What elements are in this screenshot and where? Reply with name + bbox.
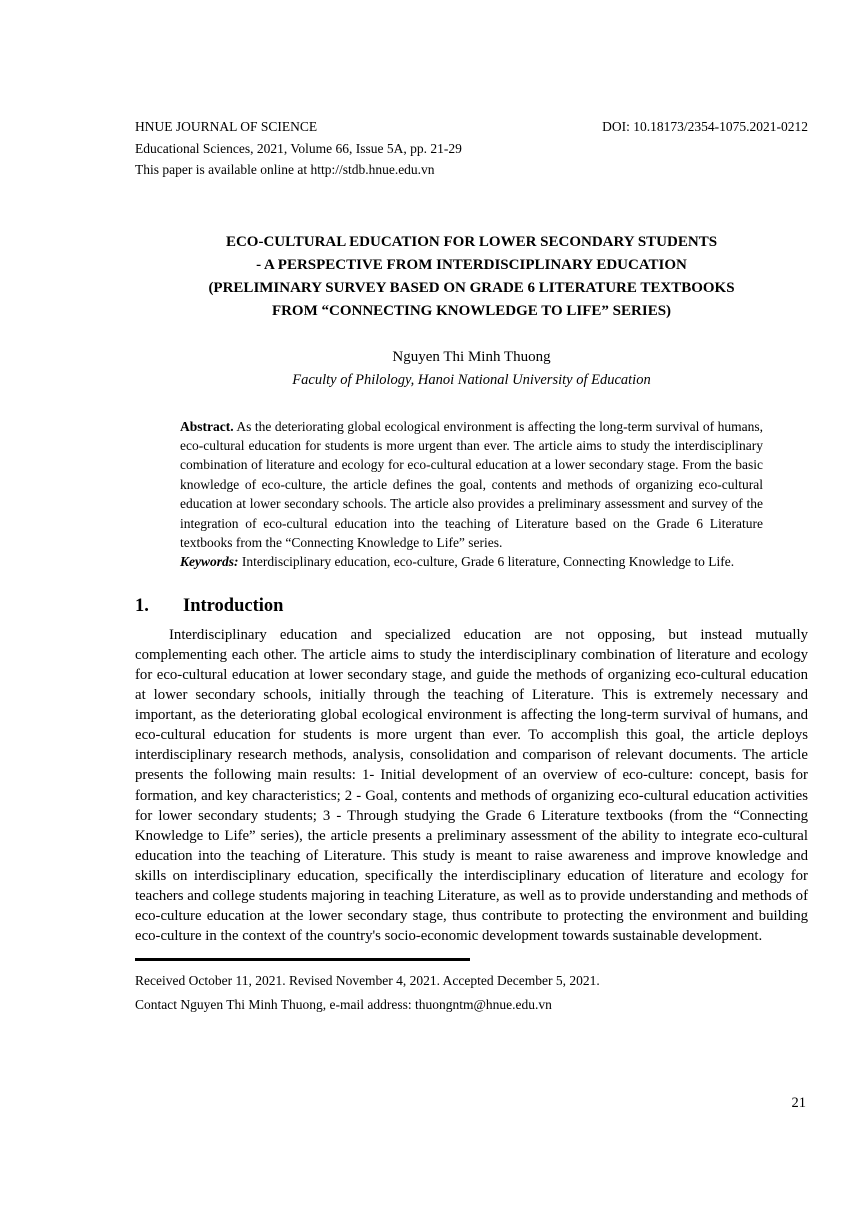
paper-title-line-3: (PRELIMINARY SURVEY BASED ON GRADE 6 LITERATURE TEXTBOOKS <box>208 279 735 296</box>
section-heading-introduction <box>135 596 808 617</box>
paper-title-line-4: FROM “CONNECTING KNOWLEDGE TO LIFE” SERIES) <box>271 302 672 319</box>
abstract-block <box>180 417 763 572</box>
page-number: 21 <box>791 1095 806 1111</box>
footnote-divider <box>135 958 470 961</box>
footnote-contact-line: Contact Nguyen Thi Minh Thuong, e-mail address: thuongntm@hnue.edu.vn <box>135 997 552 1013</box>
abstract-paragraph <box>180 417 763 553</box>
author-name: Nguyen Thi Minh Thuong <box>392 348 551 365</box>
section-number: 1. <box>135 595 149 616</box>
introduction-paragraph: Interdisciplinary education and specialized education are not opposing, but instead mutually complementing each other. The article aims to study the interdisciplinary combination of literature and ecology for eco-cultural education at lower secondary stage, and guide the methods of organizing eco-cultural education at lower secondary schools, initially through the teaching of Literature. This is extremely necessary and important, as the deteriorating global ecological environment is affecting the long-term survival of humans, and eco-cultural education for students is more urgent than ever. To accomplish this goal, the article deploys interdisciplinary research methods, analysis, consolidation and comparison of relevant documents. The article presents the following main results: 1- Initial development of an overview of eco-culture: concept, basis for formation, and key characteristics; 2 - Goal, contents and methods of organizing eco-cultural education activities for lower secondary students; 3 - Through studying the Grade 6 Literature textbooks (from the “Connecting Knowledge to Life” series), the article presents a preliminary assessment of the ability to integrate eco-cultural education into the teaching of Literature. This study is meant to raise awareness and improve knowledge and skills on interdisciplinary education, specifically the interdisciplinary education of literature and ecology for teachers and college students majoring in teaching Literature, as well as to provide understanding and methods of eco-culture education at the lower secondary stage, thus contribute to protecting the environment and building eco-culture in the context of the country's socio-economic development towards sustainable development. <box>135 626 808 945</box>
page-content <box>135 116 808 1017</box>
doi-text: DOI: 10.18173/2354-1075.2021-0212 <box>602 119 808 134</box>
issue-line: Educational Sciences, 2021, Volume 66, Issue 5A, pp. 21-29 <box>135 140 462 156</box>
section-title: Introduction <box>183 595 284 616</box>
abstract-text: As the deteriorating global ecological environment is affecting the long-term survival of humans, eco-cultural education for students is more urgent than ever. The article aims to study the interdisciplinary combination of literature and ecology for eco-cultural education at a lower secondary stage. From the basic knowledge of eco-culture, the article defines the goal, contents and methods of organizing eco-cultural education at lower secondary schools. The article also provides a preliminary assessment and survey of the integration of eco-cultural education into the teaching of Literature based on the Grade 6 Literature textbooks from the “Connecting Knowledge to Life” series. <box>180 418 763 550</box>
keywords-label: Keywords: <box>180 554 239 570</box>
paper-title-line-2: - A PERSPECTIVE FROM INTERDISCIPLINARY EDUCATION <box>256 256 687 273</box>
journal-header <box>135 116 808 181</box>
footnote-block <box>135 969 808 1017</box>
journal-header-row <box>135 116 808 138</box>
journal-name: HNUE JOURNAL OF SCIENCE <box>135 119 318 134</box>
paper-title-line-1: ECO-CULTURAL EDUCATION FOR LOWER SECONDARY STUDENTS <box>225 233 718 250</box>
abstract-label: Abstract. <box>180 418 234 434</box>
availability-line: This paper is available online at http://stdb.hnue.edu.vn <box>135 162 435 177</box>
footnote-received-line: Received October 11, 2021. Revised November 4, 2021. Accepted December 5, 2021. <box>135 973 600 989</box>
paper-title <box>135 231 808 323</box>
keywords-text: Interdisciplinary education, eco-culture, Grade 6 literature, Connecting Knowledge to Life. <box>238 554 735 570</box>
keywords-paragraph <box>180 552 763 571</box>
author-affiliation: Faculty of Philology, Hanoi National University of Education <box>292 371 651 388</box>
